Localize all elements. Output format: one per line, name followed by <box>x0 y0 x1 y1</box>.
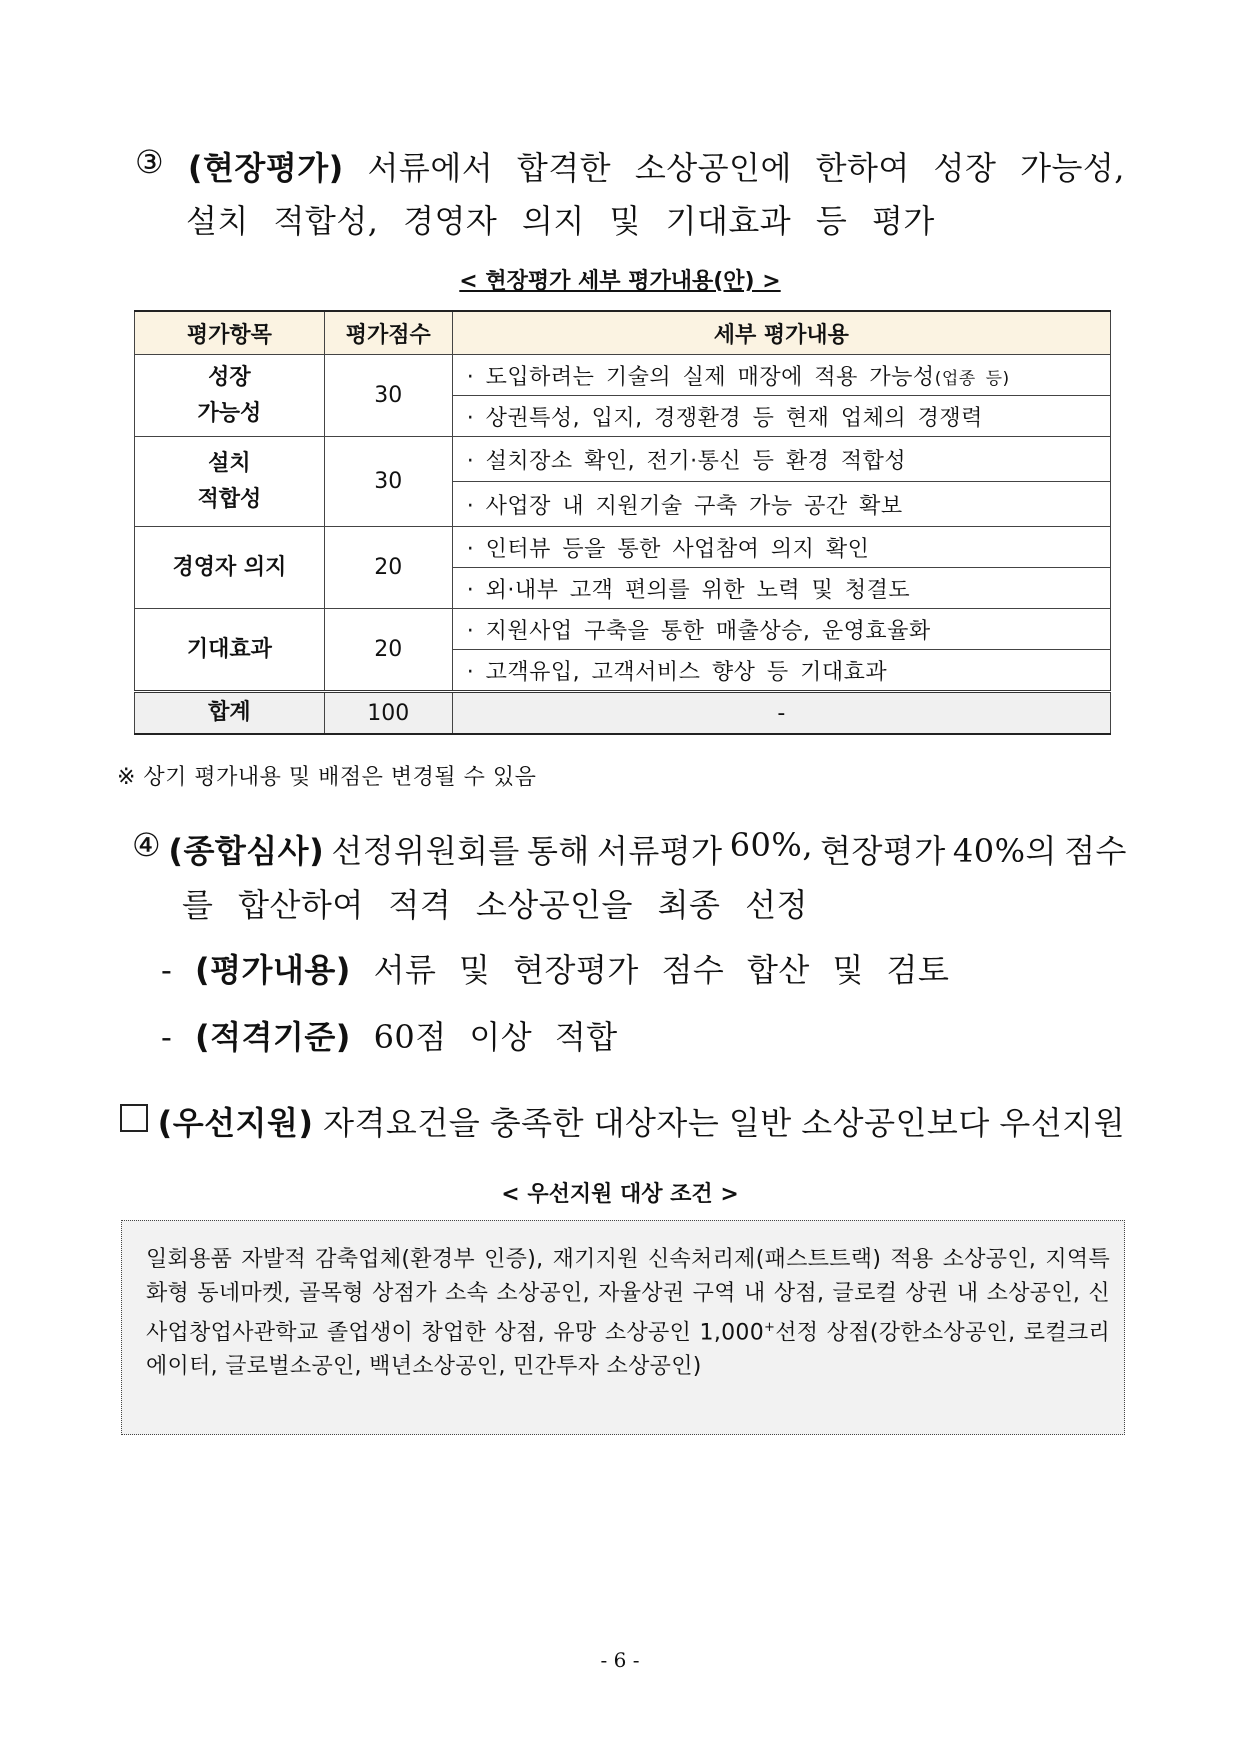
sub-item-label: (적격기준) <box>194 1018 351 1056</box>
section3-title: (현장평가) <box>187 149 344 187</box>
section4-word: 통해 <box>526 832 590 870</box>
sub-item-criteria <box>161 1012 618 1058</box>
table-caption: < 현장평가 세부 평가내용(안) > <box>459 269 781 294</box>
detail-cell: · 설치장소 확인, 전기·통신 등 환경 적합성 <box>452 437 1110 482</box>
score-cell: 30 <box>324 437 452 527</box>
section3-word: 성장 <box>933 149 997 187</box>
item-label: 설치 <box>208 450 251 476</box>
section3-word: 소상공인에 <box>634 149 792 187</box>
section4-word: 선정위원회를 <box>331 832 520 870</box>
section4-word: 서류평가 <box>596 832 723 870</box>
conditions-text: 일회용품 자발적 감축업체(환경부 인증), 재기지원 신속처리제(패스트트랙) 적용 소상공인, 지역특화형 동네마켓, 골목형 상점가 소속 소상공인, 자율상권 구역 내 상점, 글로컬 상권 내 소상공인, 신사업창업사관학교 졸업생이 창업한 상점, 유망 소상공인 1,000 <box>146 1247 1110 1346</box>
square-bullet-icon <box>120 1104 148 1132</box>
detail-cell: · 상권특성, 입지, 경쟁환경 등 현재 업체의 경쟁력 <box>452 396 1110 437</box>
section4-word: 60%, <box>729 826 813 864</box>
detail-cell: · 고객유입, 고객서비스 향상 등 기대효과 <box>452 650 1110 692</box>
priority-line <box>120 1098 1125 1144</box>
total-row <box>135 692 1111 735</box>
item-label: 적합성 <box>197 486 262 512</box>
detail-text: · 도입하려는 기술의 실제 매장에 적용 가능성 <box>466 364 935 390</box>
priority-word: 우선지원 <box>999 1104 1125 1142</box>
section4-word: 점수 <box>1064 832 1127 870</box>
section4-title: (종합심사) <box>168 832 325 870</box>
dash-bullet: - <box>161 1018 173 1056</box>
detail-cell <box>452 355 1110 396</box>
score-cell: 20 <box>324 609 452 692</box>
conditions-box <box>121 1220 1125 1435</box>
table-row <box>135 437 1111 482</box>
section4-word: 현장평가 <box>820 832 946 870</box>
priority-word: 충족한 <box>489 1104 584 1142</box>
score-cell: 30 <box>324 355 452 437</box>
section3-word: 한하여 <box>815 149 910 187</box>
priority-word: 일반 <box>728 1104 792 1142</box>
section3-line2: 설치 적합성, 경영자 의지 및 기대효과 등 평가 <box>186 202 935 240</box>
section4-line2: 를 합산하여 적격 소상공인을 최종 선정 <box>182 886 808 924</box>
conditions-caption: < 우선지원 대상 조건 > <box>501 1182 739 1207</box>
conditions-superscript: + <box>764 1320 776 1335</box>
section3-word: 합격한 <box>516 149 612 187</box>
sub-item-label: (평가내용) <box>194 951 351 989</box>
total-label: 합계 <box>135 692 325 735</box>
detail-cell: · 지원사업 구축을 통한 매출상승, 운영효율화 <box>452 609 1110 650</box>
item-cell <box>135 437 325 527</box>
item-label: 가능성 <box>197 400 262 426</box>
sub-item-text: 서류 및 현장평가 점수 합산 및 검토 <box>373 951 950 989</box>
priority-word: 대상자는 <box>593 1104 720 1142</box>
section3-marker: ③ <box>135 143 165 181</box>
detail-cell: · 사업장 내 지원기술 구축 가능 공간 확보 <box>452 482 1110 527</box>
item-cell <box>135 355 325 437</box>
total-detail: - <box>452 692 1110 735</box>
total-score: 100 <box>324 692 452 735</box>
detail-note: (업종 등) <box>934 368 1010 389</box>
table-row <box>135 355 1111 396</box>
priority-word: 자격요건을 <box>323 1104 481 1142</box>
sub-item-evaluation <box>161 945 949 991</box>
page-number: - 6 - <box>600 1648 640 1672</box>
header-item: 평가항목 <box>135 311 325 355</box>
section4-marker: ④ <box>132 826 162 864</box>
table-note: ※ 상기 평가내용 및 배점은 변경될 수 있음 <box>117 765 537 790</box>
section3-word: 서류에서 <box>367 149 494 187</box>
item-cell: 경영자 의지 <box>135 527 325 609</box>
priority-title: (우선지원) <box>157 1104 314 1142</box>
priority-word: 소상공인보다 <box>801 1104 990 1142</box>
table-row <box>135 609 1111 650</box>
score-cell: 20 <box>324 527 452 609</box>
section3-line1 <box>135 143 1125 189</box>
sub-item-text: 60점 이상 적합 <box>373 1018 618 1056</box>
item-cell: 기대효과 <box>135 609 325 692</box>
evaluation-table <box>134 310 1111 735</box>
detail-cell: · 인터뷰 등을 통한 사업참여 의지 확인 <box>452 527 1110 568</box>
section4-line1 <box>132 826 1127 872</box>
section4-word: 40%의 <box>952 832 1057 870</box>
header-detail: 세부 평가내용 <box>452 311 1110 355</box>
dash-bullet: - <box>161 951 173 989</box>
section3-word: 가능성, <box>1020 149 1125 187</box>
detail-cell: · 외·내부 고객 편의를 위한 노력 및 청결도 <box>452 568 1110 609</box>
header-score: 평가점수 <box>324 311 452 355</box>
conditions-text: 선정 상점(강한소상공인, 로컬크리에이터, 글로벌소공인, 백년소상공인, 민간투자 소상공인) <box>146 1320 1110 1380</box>
table-header-row <box>135 311 1111 355</box>
item-label: 성장 <box>208 364 251 390</box>
table-row <box>135 527 1111 568</box>
